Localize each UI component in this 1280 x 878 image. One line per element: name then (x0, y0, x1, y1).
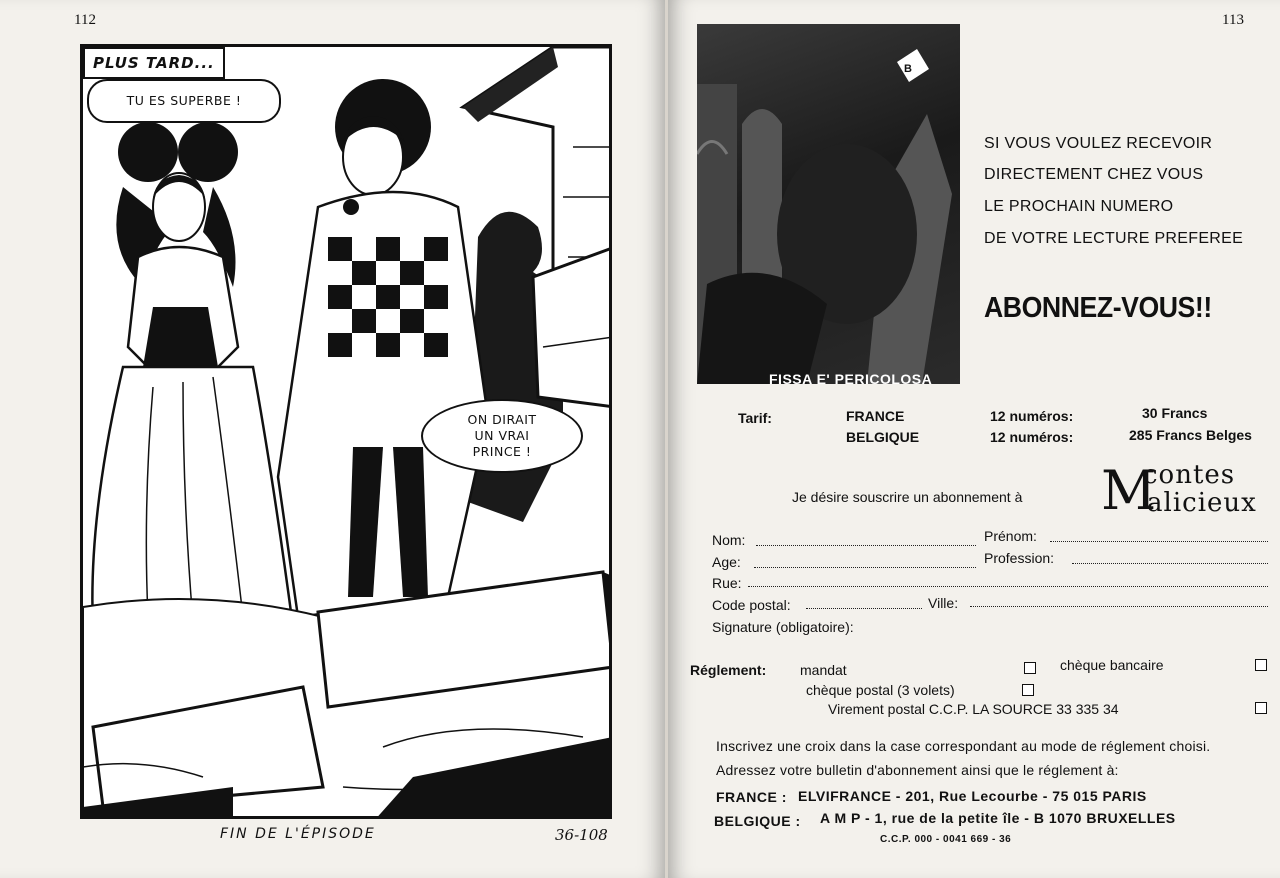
nom-label: Nom: (712, 532, 746, 548)
profession-label: Profession: (984, 550, 1055, 566)
prenom-field[interactable] (1050, 541, 1268, 542)
promo-line: DIRECTEMENT CHEZ VOUS (984, 166, 1204, 183)
mandat-label: mandat (800, 662, 847, 678)
age-label: Age: (712, 554, 741, 570)
headline: ABONNEZ-VOUS!! (984, 292, 1212, 324)
subscribe-text: Je désire souscrire un abonnement à (792, 489, 1023, 505)
virement-label: Virement postal C.C.P. LA SOURCE 33 335 34 (828, 701, 1119, 717)
speech-bubble-woman-text: TU ES SUPERBE ! (126, 93, 242, 108)
profession-field[interactable] (1072, 563, 1268, 564)
tarif-country: FRANCE (846, 408, 905, 424)
tarif-country: BELGIQUE (846, 429, 920, 445)
cheque-postal-label: chèque postal (3 volets) (806, 682, 955, 698)
tarif-price: 285 Francs Belges (1129, 427, 1252, 443)
speech-bubble-woman (87, 79, 281, 123)
ccp-number: C.C.P. 000 - 0041 669 - 36 (880, 834, 1012, 845)
speech-bubble-man-line: ON DIRAIT (467, 412, 537, 427)
episode-end-text: FIN DE L'ÉPISODE (220, 826, 376, 842)
instruction-line: Adressez votre bulletin d'abonnement ainsi que le réglement à: (716, 762, 1119, 778)
speech-bubble-man-line: UN VRAI (474, 428, 530, 443)
virement-checkbox[interactable] (1255, 702, 1267, 714)
instruction-line: Inscrivez une croix dans la case correspondant au mode de réglement choisi. (716, 738, 1211, 754)
cover-illustration (697, 24, 960, 384)
code-postal-label: Code postal: (712, 597, 791, 613)
address-france-text: ELVIFRANCE - 201, Rue Lecourbe - 75 015 PARIS (798, 788, 1147, 804)
code-postal-field[interactable] (806, 608, 922, 609)
magazine-logo (1101, 459, 1259, 522)
tarif-label: Tarif: (738, 410, 772, 426)
nom-field[interactable] (756, 545, 976, 546)
logo-line2: alicieux (1147, 488, 1257, 518)
promo-line: DE VOTRE LECTURE PREFEREE (984, 230, 1244, 247)
page-number-right: 113 (1222, 12, 1244, 28)
cheque-bancaire-label: chèque bancaire (1060, 657, 1164, 673)
page-number-left: 112 (74, 12, 96, 28)
tarif-issues: 12 numéros: (990, 429, 1074, 445)
signature-label: Signature (obligatoire): (712, 619, 854, 635)
age-field[interactable] (754, 567, 976, 568)
address-france-label: FRANCE : (716, 789, 787, 805)
prenom-label: Prénom: (984, 528, 1037, 544)
comic-panel (80, 44, 612, 819)
right-page (668, 0, 1280, 878)
promo-line: SI VOUS VOULEZ RECEVOIR (984, 135, 1213, 152)
svg-text:B: B (904, 63, 912, 75)
promo-line: LE PROCHAIN NUMERO (984, 198, 1174, 215)
speech-bubble-man-line: PRINCE ! (472, 444, 532, 459)
ville-label: Ville: (928, 595, 959, 611)
tarif-price: 30 Francs (1142, 405, 1208, 421)
mandat-checkbox[interactable] (1024, 662, 1036, 674)
ville-field[interactable] (970, 606, 1268, 607)
cover-title: FISSA E' PERICOLOSA (769, 371, 933, 384)
tarif-issues: 12 numéros: (990, 408, 1074, 424)
rue-label: Rue: (712, 575, 742, 591)
episode-code: 36-108 (555, 826, 608, 844)
caption-box: PLUS TARD... (83, 47, 225, 79)
cheque-postal-checkbox[interactable] (1022, 684, 1034, 696)
speech-bubble-man (421, 399, 583, 473)
logo-line1: contes (1143, 460, 1236, 490)
cover-image (697, 24, 960, 384)
reglement-label: Réglement: (690, 662, 767, 678)
logo-initial: M (1101, 459, 1158, 522)
rue-field[interactable] (748, 586, 1268, 587)
address-belgique-text: A M P - 1, rue de la petite île - B 1070 BRUXELLES (820, 810, 1176, 826)
address-belgique-label: BELGIQUE : (714, 813, 801, 829)
cheque-bancaire-checkbox[interactable] (1255, 659, 1267, 671)
